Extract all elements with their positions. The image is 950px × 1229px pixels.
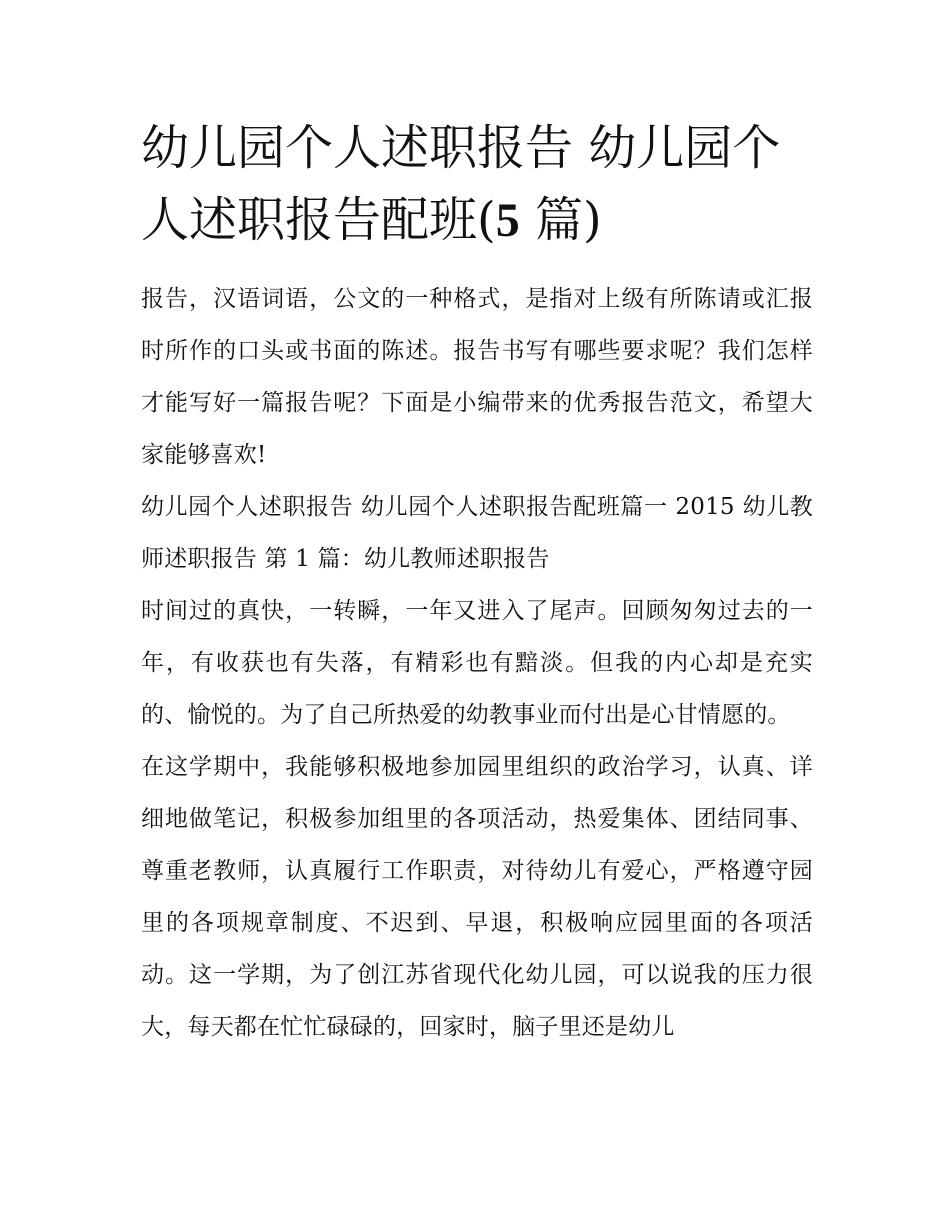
document-title bbox=[141, 112, 813, 257]
body-paragraph-1: 时间过的真快，一转瞬，一年又进入了尾声。回顾匆匆过去的一年，有收获也有失落，有精彩也有黯淡。但我的内心却是充实的、愉悦的。为了自己所热爱的幼教事业而付出是心甘情愿的。 bbox=[141, 598, 813, 728]
title-text: 幼儿园个人述职报告 幼儿园个人述职报告配班( bbox=[141, 120, 781, 248]
title-suffix: 篇) bbox=[519, 192, 602, 248]
intro-paragraph: 报告，汉语词语，公文的一种格式，是指对上级有所陈请或汇报时所作的口头或书面的陈述。报告书写有哪些要求呢？我们怎样才能写好一篇报告呢？下面是小编带来的优秀报告范文，希望大家能够喜欢! bbox=[141, 286, 813, 468]
document-content bbox=[141, 112, 813, 1053]
section-heading-paragraph: 幼儿园个人述职报告 幼儿园个人述职报告配班篇一 2015 幼儿教师述职报告 第 1 篇：幼儿教师述职报告 bbox=[141, 494, 813, 572]
document-body bbox=[141, 273, 813, 1053]
title-count: 5 bbox=[495, 194, 520, 247]
body-paragraph-2: 在这学期中，我能够积极地参加园里组织的政治学习，认真、详细地做笔记，积极参加组里的各项活动，热爱集体、团结同事、尊重老教师，认真履行工作职责，对待幼儿有爱心，严格遵守园里的各项规章制度、不迟到、早退，积极响应园里面的各项活动。这一学期，为了创江苏省现代化幼儿园，可以说我的压力很大，每天都在忙忙碌碌的，回家时，脑子里还是幼儿 bbox=[141, 754, 813, 1040]
